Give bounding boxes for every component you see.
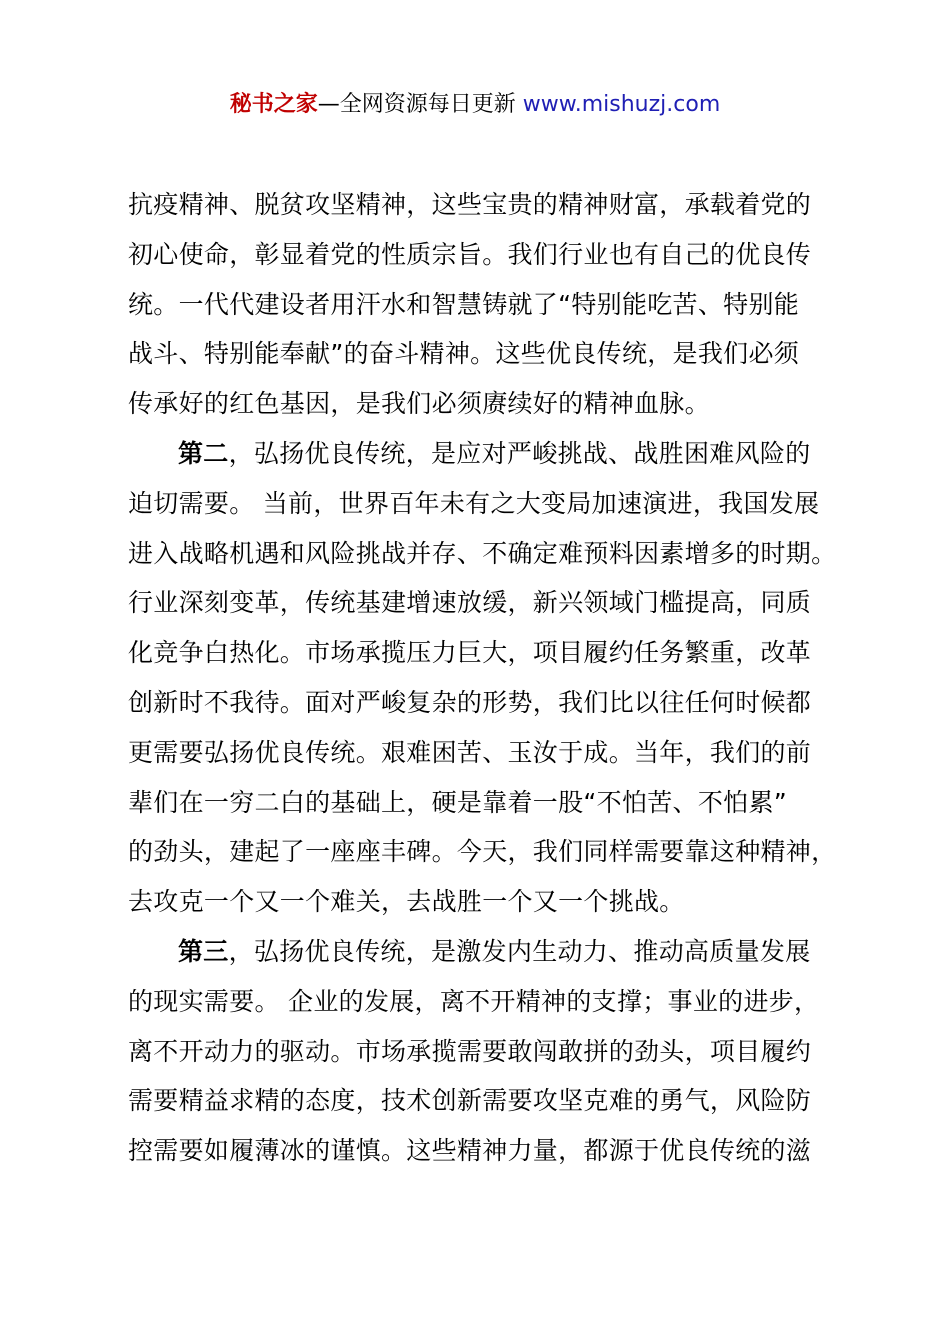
text-line-rest: ，弘扬优良传统，是激发内生动力、推动高质量发展 [228,936,811,966]
paragraph-lead: 第三 [178,936,229,966]
text-line: 进入战略机遇和风险挑战并存、不确定难预料因素增多的时期。 [128,538,837,568]
text-line: 传承好的红色基因，是我们必须赓续好的精神血脉。 [128,389,710,419]
text-line: 行业深刻变革，传统基建增速放缓，新兴领域门槛提高，同质 [128,588,812,618]
paragraph-2 [128,429,858,927]
text-line: 迫切需要。 当前，世界百年未有之大变局加速演进，我国发展 [128,488,820,518]
paragraph-1 [128,180,858,429]
brand-name: 秘书之家 [229,92,318,117]
paragraph-lead: 第二 [178,438,229,468]
text-line: 辈们在一穷二白的基础上，硬是靠着一股“不怕苦、不怕累” [128,787,788,817]
text-line-rest: ，弘扬优良传统，是应对严峻挑战、战胜困难风险的 [228,438,811,468]
text-line: 统。一代代建设者用汗水和智慧铸就了“特别能吃苦、特别能 [128,289,800,319]
text-line: 创新时不我待。面对严峻复杂的形势，我们比以往任何时候都 [128,687,812,717]
text-line: 更需要弘扬优良传统。艰难困苦、玉汝于成。当年，我们的前 [128,737,812,767]
text-line [128,429,858,479]
text-line: 去攻克一个又一个难关，去战胜一个又一个挑战。 [128,887,685,917]
header-tagline: —全网资源每日更新 [317,92,523,117]
page-header [0,88,950,122]
site-url-link[interactable]: www.mishuzj.com [522,92,721,117]
text-line: 离不开动力的驱动。市场承揽需要敢闯敢拼的劲头，项目履约 [128,1036,812,1066]
text-line [128,927,858,977]
text-line: 控需要如履薄冰的谨慎。这些精神力量，都源于优良传统的滋 [128,1136,812,1166]
paragraph-3 [128,927,858,1176]
text-line: 战斗、特别能奉献”的奋斗精神。这些优良传统，是我们必须 [128,339,800,369]
text-line: 的劲头，建起了一座座丰碑。今天，我们同样需要靠这种精神， [128,837,837,867]
text-line: 初心使命，彰显着党的性质宗旨。我们行业也有自己的优良传 [128,239,812,269]
text-line: 需要精益求精的态度，技术创新需要攻坚克难的勇气，风险防 [128,1086,812,1116]
text-line: 的现实需要。 企业的发展，离不开精神的支撑；事业的进步， [128,986,820,1016]
text-line: 化竞争白热化。市场承揽压力巨大，项目履约任务繁重，改革 [128,638,812,668]
document-body [128,180,858,1176]
text-line: 抗疫精神、脱贫攻坚精神，这些宝贵的精神财富，承载着党的 [128,190,812,219]
